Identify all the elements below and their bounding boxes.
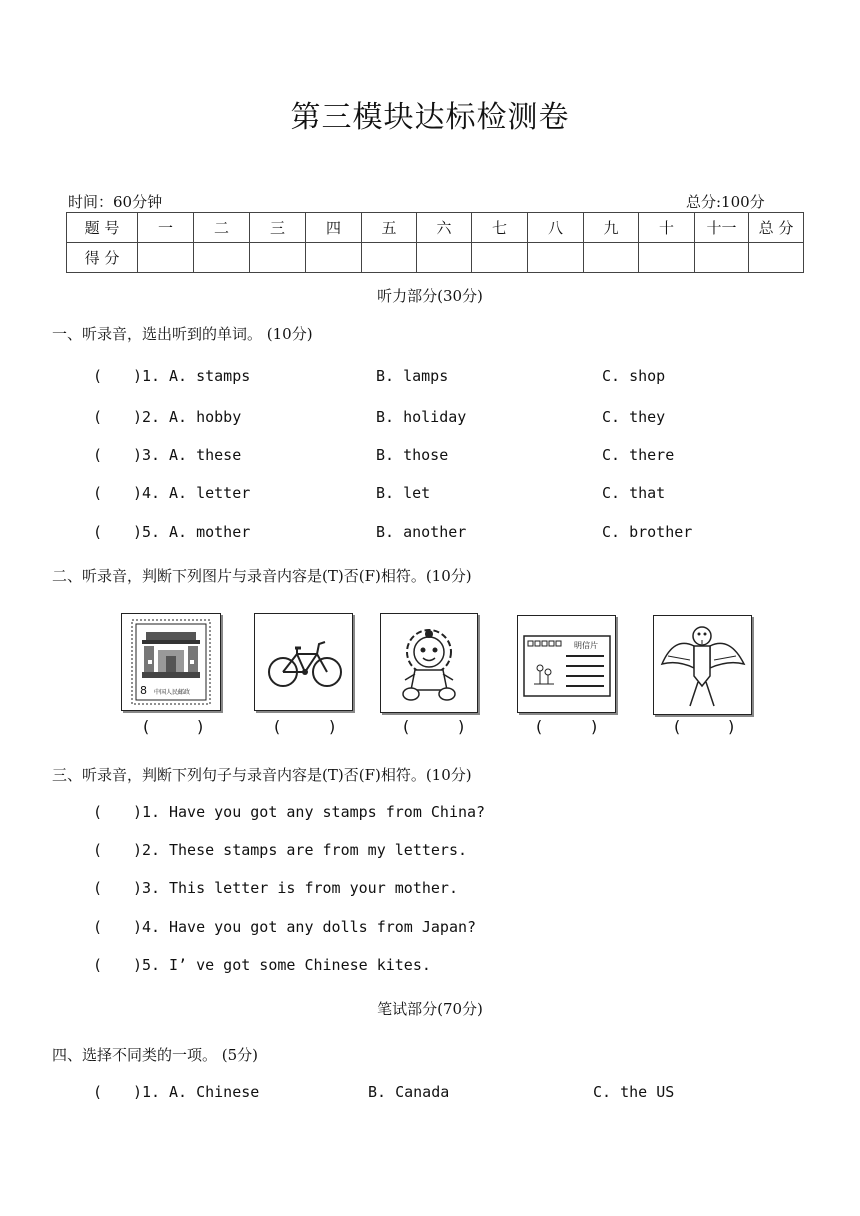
answer-paren-open[interactable]: ( xyxy=(536,717,543,736)
score-table xyxy=(66,212,804,273)
score-col: 五 xyxy=(362,213,417,243)
postcard-picture xyxy=(517,615,616,713)
answer-paren-open[interactable]: ( xyxy=(93,841,103,859)
postcard-text: 明信片 xyxy=(574,641,598,650)
option-b: B. lamps xyxy=(376,367,449,385)
option-b: B. holiday xyxy=(376,408,467,426)
written-header: 笔试部分(70分) xyxy=(377,1000,483,1018)
stamp-value: 8 xyxy=(140,684,147,697)
answer-paren-open[interactable]: ( xyxy=(93,803,103,821)
answer-paren-open[interactable]: ( xyxy=(674,717,681,736)
option-c: C. shop xyxy=(602,367,666,385)
option-a: A. Chinese xyxy=(169,1083,260,1101)
sentence-text: Have you got any stamps from China? xyxy=(169,803,486,821)
answer-paren-open[interactable]: ( xyxy=(93,484,103,502)
option-c: C. that xyxy=(602,484,666,502)
score-col: 十一 xyxy=(695,213,749,243)
item-number: )2. xyxy=(133,841,161,859)
answer-paren-close[interactable]: ) xyxy=(728,717,735,736)
page-title: 第三模块达标检测卷 xyxy=(290,100,570,135)
total-score-label: 总分:100分 xyxy=(686,193,765,211)
score-col: 一 xyxy=(138,213,194,243)
section3-title: 三、听录音，判断下列句子与录音内容是(T)否(F)相符。(10分) xyxy=(52,766,472,784)
answer-paren-open[interactable]: ( xyxy=(93,879,103,897)
answer-paren-open[interactable]: ( xyxy=(93,1083,103,1101)
score-cell[interactable] xyxy=(417,243,472,273)
answer-paren-open[interactable]: ( xyxy=(403,717,410,736)
score-table-header-row xyxy=(67,213,804,243)
item-number: )1. xyxy=(133,803,161,821)
option-c: C. the US xyxy=(593,1083,675,1101)
item-number: )3. xyxy=(133,446,161,464)
item-number: )1. xyxy=(133,1083,161,1101)
score-cell[interactable] xyxy=(250,243,306,273)
section1-title: 一、听录音，选出听到的单词。 (10分) xyxy=(52,325,313,343)
score-col: 十 xyxy=(639,213,695,243)
option-a: A. hobby xyxy=(169,408,242,426)
answer-paren-close[interactable]: ) xyxy=(458,717,465,736)
answer-paren-open[interactable]: ( xyxy=(93,918,103,936)
item-number: )2. xyxy=(133,408,161,426)
score-table-head: 题 号 xyxy=(67,213,138,243)
section2-title: 二、听录音，判断下列图片与录音内容是(T)否(F)相符。(10分) xyxy=(52,567,472,585)
option-b: B. Canada xyxy=(368,1083,450,1101)
item-number: )3. xyxy=(133,879,161,897)
score-table-score-row xyxy=(67,243,804,273)
option-c: C. brother xyxy=(602,523,693,541)
answer-paren-open[interactable]: ( xyxy=(93,367,103,385)
sentence-text: Have you got any dolls from Japan? xyxy=(169,918,477,936)
score-col: 四 xyxy=(306,213,362,243)
option-a: A. these xyxy=(169,446,242,464)
option-c: C. they xyxy=(602,408,666,426)
score-cell[interactable] xyxy=(472,243,528,273)
option-b: B. another xyxy=(376,523,467,541)
option-a: A. mother xyxy=(169,523,251,541)
answer-paren-open[interactable]: ( xyxy=(143,717,150,736)
score-col: 总 分 xyxy=(749,213,804,243)
answer-paren-close[interactable]: ) xyxy=(197,717,204,736)
answer-paren-close[interactable]: ) xyxy=(329,717,336,736)
doll-picture xyxy=(380,613,478,713)
item-number: )1. xyxy=(133,367,161,385)
score-cell[interactable] xyxy=(306,243,362,273)
answer-paren-open[interactable]: ( xyxy=(274,717,281,736)
option-b: B. let xyxy=(376,484,431,502)
score-col: 八 xyxy=(528,213,584,243)
item-number: )5. xyxy=(133,956,161,974)
score-cell[interactable] xyxy=(639,243,695,273)
time-label: 时间：60分钟 xyxy=(68,193,163,211)
sentence-text: These stamps are from my letters. xyxy=(169,841,468,859)
listening-header: 听力部分(30分) xyxy=(377,287,483,305)
answer-paren-open[interactable]: ( xyxy=(93,956,103,974)
item-number: )4. xyxy=(133,484,161,502)
kite-picture xyxy=(653,615,752,715)
score-col: 六 xyxy=(417,213,472,243)
answer-paren-open[interactable]: ( xyxy=(93,523,103,541)
section4-title: 四、选择不同类的一项。 (5分) xyxy=(52,1046,259,1064)
item-number: )5. xyxy=(133,523,161,541)
bicycle-picture xyxy=(254,613,353,711)
score-cell[interactable] xyxy=(138,243,194,273)
score-col: 二 xyxy=(194,213,250,243)
option-a: A. letter xyxy=(169,484,251,502)
option-b: B. those xyxy=(376,446,449,464)
score-cell[interactable] xyxy=(528,243,584,273)
sentence-text: I’ ve got some Chinese kites. xyxy=(169,956,431,974)
stamp-picture xyxy=(121,613,221,711)
answer-paren-open[interactable]: ( xyxy=(93,446,103,464)
option-c: C. there xyxy=(602,446,675,464)
score-col: 三 xyxy=(250,213,306,243)
score-cell[interactable] xyxy=(695,243,749,273)
score-cell[interactable] xyxy=(194,243,250,273)
sentence-text: This letter is from your mother. xyxy=(169,879,458,897)
answer-paren-open[interactable]: ( xyxy=(93,408,103,426)
score-cell[interactable] xyxy=(362,243,417,273)
option-a: A. stamps xyxy=(169,367,251,385)
stamp-text: 中国人民邮政 xyxy=(154,689,191,696)
score-col: 九 xyxy=(584,213,639,243)
score-col: 七 xyxy=(472,213,528,243)
item-number: )4. xyxy=(133,918,161,936)
score-cell[interactable] xyxy=(749,243,804,273)
answer-paren-close[interactable]: ) xyxy=(591,717,598,736)
score-cell[interactable] xyxy=(584,243,639,273)
score-table-score-head: 得 分 xyxy=(67,243,138,273)
